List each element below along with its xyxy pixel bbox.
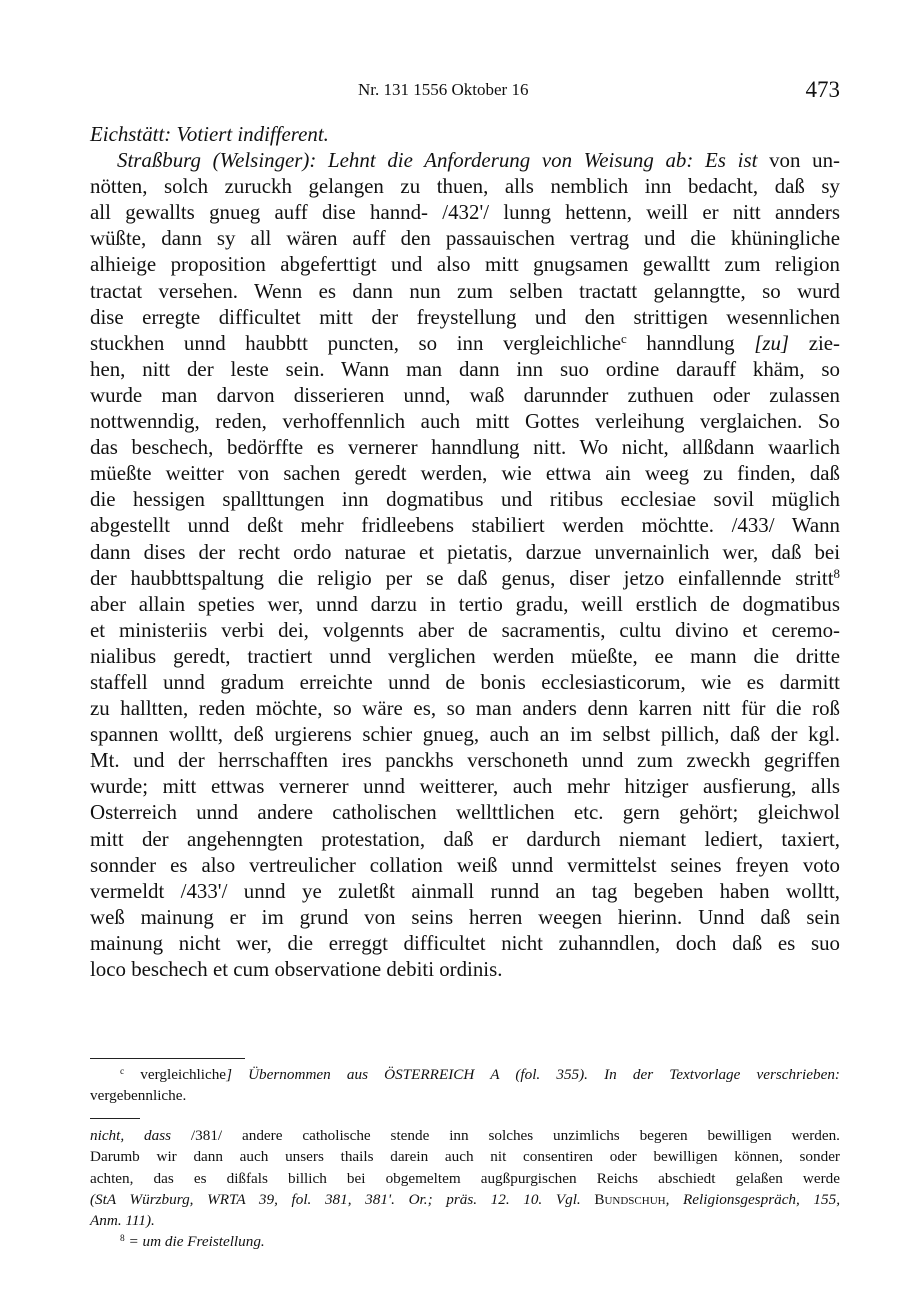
footnote-marker: c [120, 1066, 125, 1077]
text-line: die hessigen spallttungen inn dogmatibus und ritibus ecclesiae sovil müglich [90, 487, 840, 512]
footnote-divider [90, 1118, 140, 1119]
footnote-line: nicht, dass /381/ andere catholische stende inn solches unzimlichs begeren bewilligen werden. [90, 1127, 840, 1144]
text-line: wurde; mitt ettwas vernerer unnd weitterer, auch mehr hitziger ausfierung, alls [90, 774, 840, 799]
text-line: tractat versehen. Wenn es dann nun zum selben tractatt gelanngtte, so wurd [90, 278, 840, 303]
running-head: Nr. 131 1556 Oktober 16 [358, 80, 529, 99]
text-line: dise erregte difficultet mitt der freystellung und den strittigen wesennlichen [90, 304, 840, 329]
footnote-ref: c [621, 330, 627, 346]
text-line: vermeldt /433'/ unnd ye zuletßt ainmall runnd an tag begeben haben wolltt, [90, 878, 840, 903]
text-line: mainung nicht wer, die erreggt difficultet nicht zuhanndlen, doch daß es suo [90, 930, 840, 955]
footnote-line: (StA Würzburg, WRTA 39, fol. 381, 381'. Or.; präs. 12. 10. Vgl. Bundschuh, Religionsgespräch, 155, [90, 1190, 841, 1208]
footnote-line: Darumb wir dann auch unsers thails darein auch nit consentiren oder bewilligen können, sonder [90, 1148, 840, 1166]
text-line: staffell unnd gradum erreichte unnd de bonis ecclesiasticorum, wie es darmitt [90, 669, 840, 694]
text-line: nötten, solch zuruckh gelangen zu thuen, alls nemblich inn bedacht, daß sy [90, 174, 840, 199]
footnote-line: vergebennliche. [90, 1087, 187, 1105]
footnote-line: achten, das es dißfals billich bei obgemeltem augßpurgischen Reichs abschiedt gelaßen werde [90, 1169, 840, 1187]
text-line: wüßte, dann sy all wären auff den passauischen vertrag und die khüningliche [90, 226, 840, 251]
text-line: Osterreich unnd andere catholischen wellttlichen etc. gern gehört; gleichwol [90, 800, 840, 825]
text-line: nialibus geredt, tractiert unnd verglichen werden müeßte, ee mann die dritte [90, 643, 840, 668]
text-line: abgestellt unnd deßt mehr fridleebens stabiliert werden möchtte. /433/ Wann [90, 513, 840, 538]
footnote-line: $^c$ vergleichliche] Übernommen aus ÖSTERREICH A (fol. 355). In der Textvorlage verschrieben: [120, 1066, 840, 1083]
text-line: aber allain speties wer, unnd darzu in tertio gradu, weill erstlich de dogmatibus [90, 591, 840, 616]
page-number: 473 [805, 77, 840, 102]
footnote-ref: 8 [833, 565, 840, 581]
text-line: weß mainung er im grund von seins herren weegen hierinn. Unnd daß sein [90, 904, 840, 929]
footnote-divider [90, 1058, 245, 1059]
text-line: das beschech, bedörffte es vernerer hanndlung nitt. Wo nicht, allßdann waarlich [90, 435, 840, 460]
footnote-line: Anm. 111). [90, 1212, 155, 1230]
text-line: nottwenndig, reden, verhoffennlich auch mitt Gottes verleihung verglaichen. So [90, 409, 840, 434]
footnote-c [90, 1064, 840, 1107]
text-line: sonnder es also vertreulicher collation weiß unnd vermittelst seines freyen voto [90, 852, 840, 877]
text-line: mitt der angehenngten protestation, daß er dardurch niemant lediert, taxiert, [90, 826, 840, 851]
text-line: et ministeriis verbi dei, volgennts aber de sacramentis, cultu divino et ceremo- [90, 617, 840, 642]
text-line: der haubbttspaltung die religio per se daß genus, diser jetzo einfallennde stritt$^8$ [90, 565, 840, 590]
text-line: spannen wolltt, deß urgierens schier gnueg, auch an im selbst pillich, daß der kgl. [90, 722, 840, 747]
text-line: dann dises der recht ordo naturae et pietatis, darzue unvernainlich wer, daß bei [90, 539, 840, 564]
text-line: alhieige proposition abgeferttigt und also mitt gnugsamen gewalltt zum religion [90, 252, 840, 277]
text-line: wurde man darvon disserieren unnd, waß darunnder zuthuen oder zulassen [90, 382, 840, 407]
text-line: stuckhen unnd haubbtt puncten, so inn vergleichliche$^c$ hanndlung [zu] zie- [90, 330, 840, 355]
text-line: all gewallts gnueg auff dise hannd- /432'/ lunng hettenn, weill er nitt annders [90, 200, 840, 225]
text-line: Eichstätt: Votiert indifferent. [90, 122, 329, 146]
text-line: loco beschech et cum observatione debiti ordinis. [90, 957, 503, 981]
footnote-continuation [90, 1125, 840, 1253]
text-line: zu halltten, reden möchte, so wäre es, so man anders denn karren nitt für die roß [90, 696, 840, 721]
footnote-8: $^8$ = um die Freistellung. [120, 1233, 265, 1251]
text-line: müeßte weitter von sachen geredt werden, wie ettwa ain weeg zu finden, daß [90, 461, 840, 486]
footnote-marker: 8 [120, 1234, 125, 1245]
text-line: hen, nitt der leste sein. Wann man dann inn suo ordine darauff khäm, so [90, 356, 840, 381]
text-line: Straßburg (Welsinger): Lehnt die Anforderung von Weisung ab: Es ist von un- [117, 148, 840, 173]
text-line: Mt. und der herrschafften ires panckhs verschoneth unnd zum zweckh gegriffen [90, 748, 840, 773]
main-text [90, 121, 840, 982]
